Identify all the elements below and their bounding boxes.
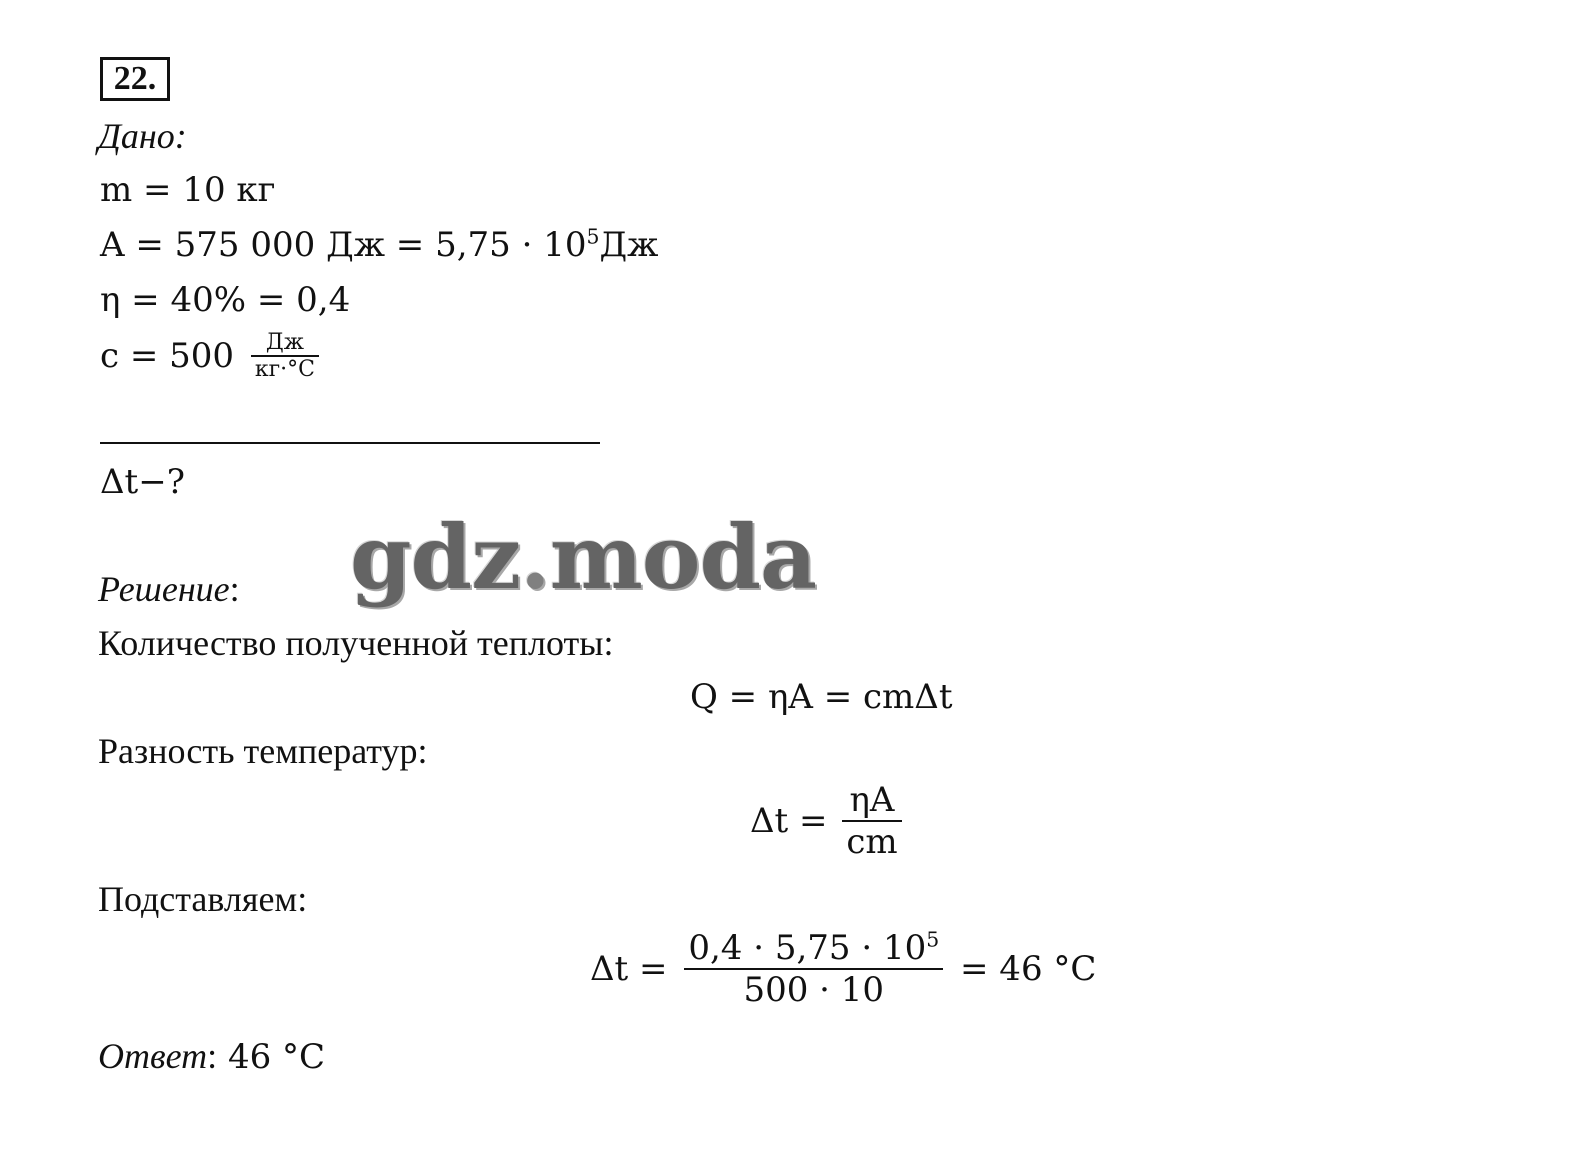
watermark-right: moda [549,505,817,609]
temp-formula-denominator: cm [846,822,898,862]
calc-lhs: Δt = [590,949,668,989]
solution-label-colon: : [229,569,240,609]
temp-formula-lhs: Δt = [750,801,828,841]
given-specific-heat-unit [251,330,319,382]
watermark-dot: . [520,505,550,609]
answer-label-colon: : [207,1036,218,1076]
given-work-unit: Дж [599,225,659,265]
watermark-logo [350,505,816,609]
calc-fraction [684,928,943,1010]
heat-text: Количество полученной теплоты: [98,623,614,663]
given-efficiency: η = 40% = 0,4 [100,280,351,320]
given-work-exponent: 5 [586,224,600,249]
given-specific-heat [100,330,319,382]
calc-result: = 46 °C [960,949,1097,989]
watermark-left: gdz [350,505,521,609]
given-mass: m = 10 кг [100,170,276,210]
answer-label: Ответ [98,1036,208,1076]
temp-formula-fraction [842,780,901,862]
substitute-text: Подставляем: [98,879,308,919]
answer-value: 46 °C [217,1037,326,1077]
given-specific-heat-value: c = 500 [100,336,235,376]
temp-diff-text: Разность температур: [98,731,428,771]
heat-formula: Q = ηA = cmΔt [690,677,953,717]
temp-formula-numerator: ηA [842,780,901,822]
calc-numerator-base: 0,4 · 5,75 · 10 [688,928,927,968]
calc-denominator: 500 · 10 [743,970,885,1010]
find-quantity: Δt−? [100,462,185,502]
calc-numerator [684,928,943,970]
answer-line [98,1035,325,1077]
solution-label [98,568,240,610]
unit-denominator: кг·°C [254,357,315,382]
temp-formula [750,780,902,862]
unit-numerator: Дж [251,330,319,357]
problem-number: 22. [100,57,170,101]
given-label: Дано: [98,116,187,156]
calc-formula [590,928,1096,1010]
given-work [100,225,658,265]
given-work-base: A = 575 000 Дж = 5,75 · 10 [100,225,587,265]
calc-numerator-exponent: 5 [926,927,940,952]
given-divider [100,442,600,444]
solution-label-word: Решение [98,569,230,609]
